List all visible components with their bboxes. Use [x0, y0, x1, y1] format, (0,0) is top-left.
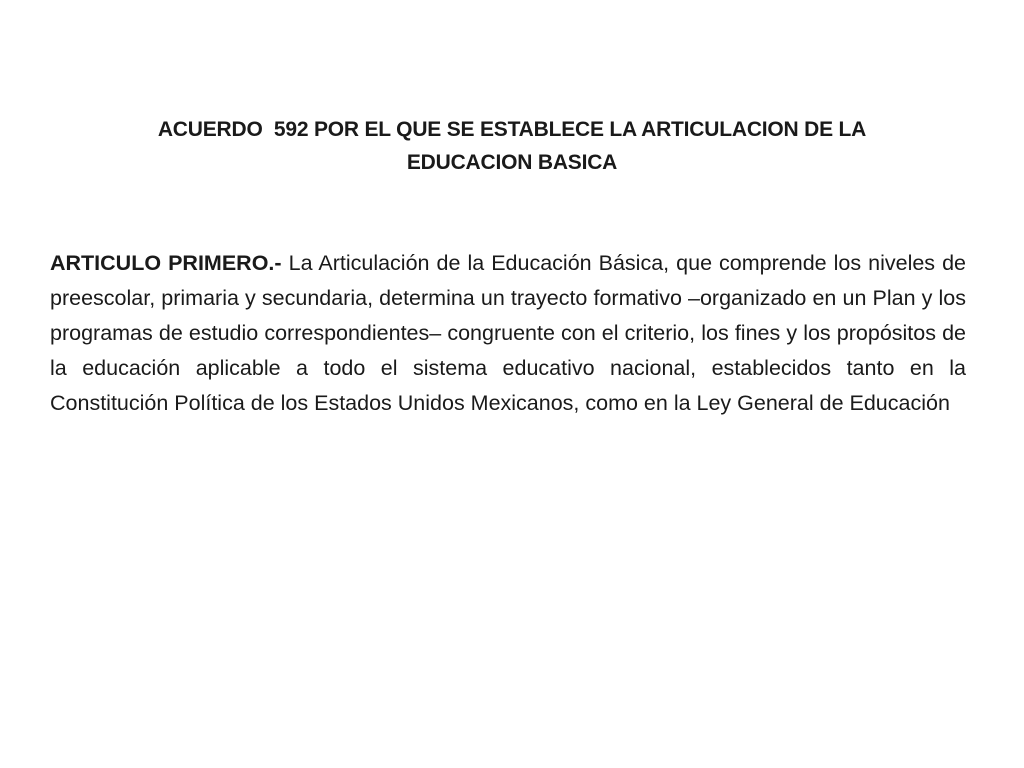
- article-lead: ARTICULO PRIMERO.-: [50, 251, 282, 275]
- slide-title: ACUERDO 592 POR EL QUE SE ESTABLECE LA ARTICULACION DE LA EDUCACION BASICA: [157, 118, 872, 174]
- article-text: La Articulación de la Educación Básica, que comprende los niveles de preescolar, primaria y secundaria, determina un trayecto formativo –organizado en un Plan y los programas de estudio correspondientes– congruente con el criterio, los fines y los propósitos de la educación aplicable a todo el sistema educativo nacional, establecidos tanto en la Constitución Política de los Estados Unidos Mexicanos, como en la Ley General de Educación: [50, 251, 966, 416]
- article-paragraph: [50, 246, 966, 421]
